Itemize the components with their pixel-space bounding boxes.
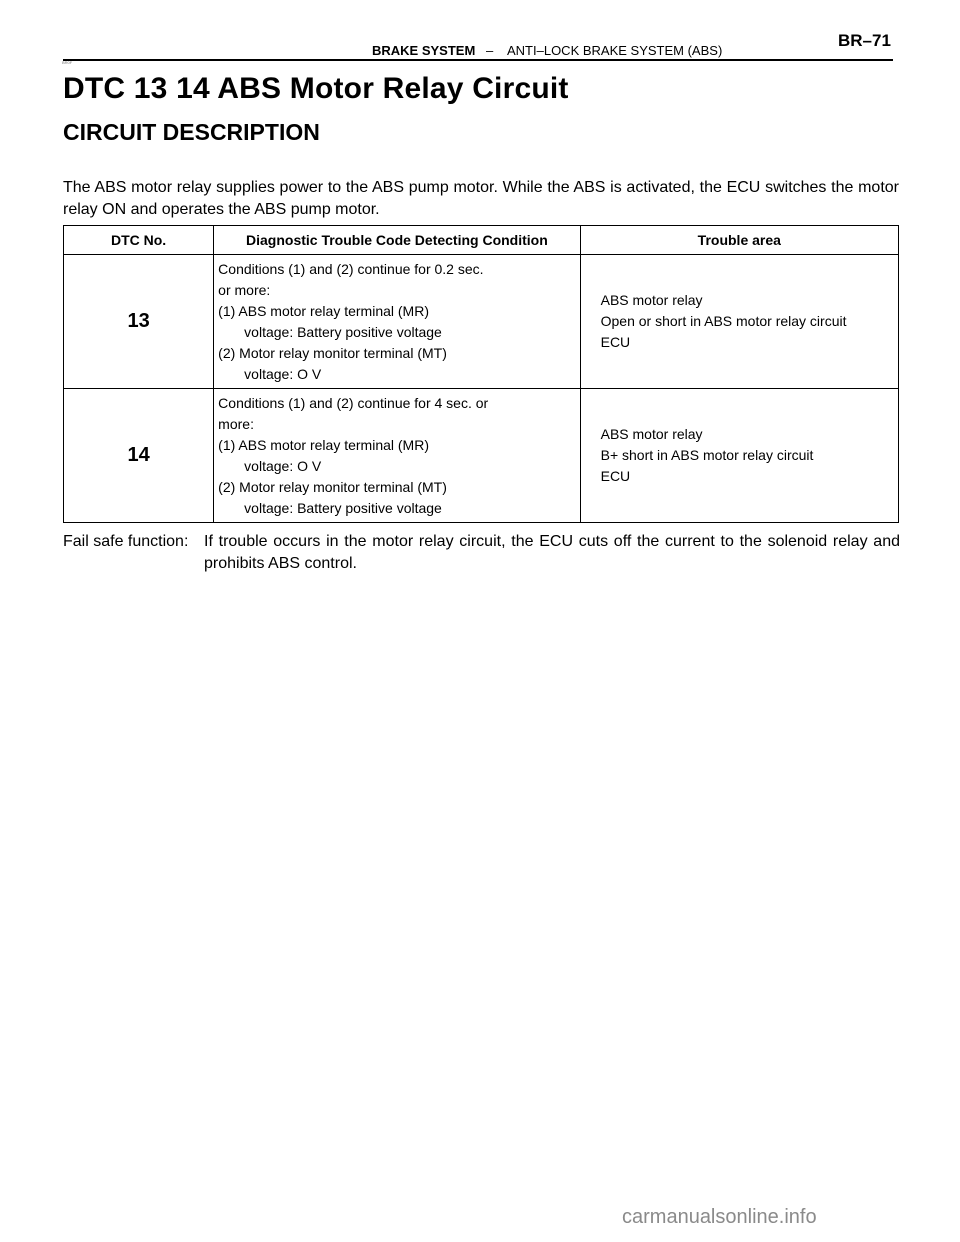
condition-line: Conditions (1) and (2) continue for 4 sec. or bbox=[218, 394, 489, 411]
condition-line: (2) Motor relay monitor terminal (MT) bbox=[218, 478, 447, 495]
header-subsection-title: ANTI–LOCK BRAKE SYSTEM (ABS) bbox=[507, 43, 723, 58]
table-header-row bbox=[64, 226, 899, 255]
header-section-title: BRAKE SYSTEM bbox=[372, 43, 476, 58]
column-header-trouble-area: Trouble area bbox=[580, 226, 898, 255]
condition-line: (1) ABS motor relay terminal (MR) bbox=[218, 302, 429, 319]
trouble-area-line: Open or short in ABS motor relay circuit bbox=[600, 313, 847, 329]
failsafe-label: Fail safe function: bbox=[63, 533, 189, 550]
table-row bbox=[64, 389, 899, 523]
dtc-cell bbox=[64, 389, 214, 523]
watermark: carmanualsonline.info bbox=[622, 1206, 817, 1228]
condition-cell bbox=[214, 255, 580, 389]
condition-line: or more: bbox=[218, 281, 271, 298]
condition-line: (1) ABS motor relay terminal (MR) bbox=[218, 436, 429, 453]
condition-line: voltage: Battery positive voltage bbox=[244, 499, 442, 516]
dtc-table bbox=[63, 225, 899, 523]
dtc-cell bbox=[64, 255, 214, 389]
condition-line: (2) Motor relay monitor terminal (MT) bbox=[218, 344, 447, 361]
header-rule bbox=[63, 59, 893, 61]
dtc-code: 14 bbox=[127, 444, 150, 466]
failsafe-text: If trouble occurs in the motor relay circuit, the ECU cuts off the current to the solenoid relay and prohibits ABS control. bbox=[204, 533, 900, 572]
trouble-area-line: B+ short in ABS motor relay circuit bbox=[600, 447, 814, 463]
condition-line: voltage: Battery positive voltage bbox=[244, 323, 442, 340]
trouble-area-cell bbox=[580, 255, 898, 389]
condition-line: more: bbox=[218, 415, 254, 432]
page-code: BR–71 bbox=[838, 31, 891, 50]
condition-line: voltage: O V bbox=[244, 457, 322, 474]
condition-cell bbox=[214, 389, 580, 523]
trouble-area-line: ECU bbox=[600, 468, 631, 484]
section-heading: CIRCUIT DESCRIPTION bbox=[63, 119, 320, 145]
trouble-area-line: ABS motor relay bbox=[600, 426, 703, 442]
column-header-dtc: DTC No. bbox=[64, 226, 214, 255]
trouble-area-line: ECU bbox=[600, 334, 631, 350]
trouble-area-line: ABS motor relay bbox=[600, 292, 703, 308]
column-header-condition: Diagnostic Trouble Code Detecting Condition bbox=[214, 226, 580, 255]
figure-code-mark: BR0F bbox=[62, 60, 73, 65]
condition-line: Conditions (1) and (2) continue for 0.2 sec. bbox=[218, 260, 484, 277]
table-row bbox=[64, 255, 899, 389]
page-title: DTC 13 14 ABS Motor Relay Circuit bbox=[63, 72, 569, 105]
trouble-area-cell bbox=[580, 389, 898, 523]
condition-line: voltage: O V bbox=[244, 365, 322, 382]
header-separator: – bbox=[486, 43, 494, 58]
circuit-description: The ABS motor relay supplies power to the ABS pump motor. While the ABS is activated, the ECU switches the motor relay ON and operates the ABS pump motor. bbox=[63, 179, 899, 218]
dtc-code: 13 bbox=[127, 310, 150, 332]
